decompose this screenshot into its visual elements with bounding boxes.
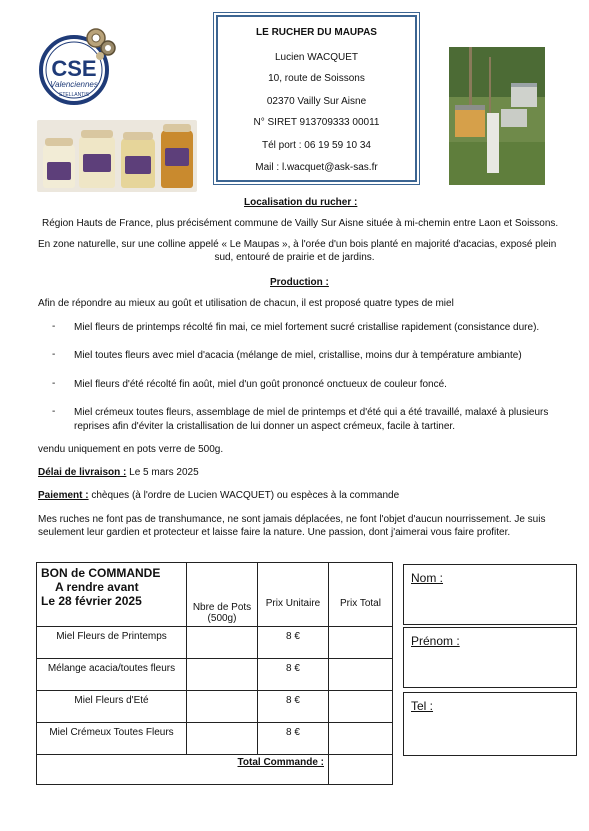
production-heading: Production :	[270, 277, 329, 288]
name-label: Nom :	[411, 571, 444, 585]
order-form-title	[37, 563, 187, 627]
logo-brand: STELLANTIS	[58, 92, 90, 98]
localisation-text-1: Région Hauts de France, plus précisément commune de Vailly Sur Aisne située à mi-chemin entre Laon et Soissons.	[42, 218, 559, 229]
localisation-text-2a: En zone naturelle, sur une colline appelé « Le Maupas », à l'orée d'un bois planté en majorité d'acacias, exposé plein	[38, 239, 557, 250]
delivery-date: Le 5 mars 2025	[126, 467, 199, 478]
order-deadline-date: Le 28 février 2025	[41, 594, 142, 608]
closing-text-1: Mes ruches ne font pas de transhumance, ne sont jamais déplacées, ne font l'objet d'aucun nourrissement. Je suis	[38, 514, 546, 525]
total-order-label: Total Commande :	[37, 755, 329, 785]
logo-subtext: Valenciennes	[50, 80, 98, 89]
cse-logo	[36, 26, 126, 106]
closing-text-2: seulement leur gardien et protecteur et laisse faire la nature. Une passion, dont j'aimerai vous faire profiter.	[38, 527, 511, 538]
delivery-line	[38, 466, 199, 479]
pots-info: vendu uniquement en pots verre de 500g.	[38, 444, 224, 455]
localisation-text-2b: sud, entouré de prairie et de jardins.	[214, 252, 375, 263]
bullet-dash: -	[52, 321, 56, 332]
order-deadline-label: A rendre avant	[55, 580, 139, 594]
payment-method: chèques (à l'ordre de Lucien WACQUET) ou espèces à la commande	[88, 490, 400, 501]
production-intro: Afin de répondre au mieux au goût et utilisation de chacun, il est proposé quatre types de miel	[38, 298, 454, 309]
phone-label: Tel :	[411, 699, 434, 713]
payment-label: Paiement :	[38, 490, 89, 501]
email-address: Mail : l.wacquet@ask-sas.fr	[255, 162, 378, 173]
total-price-cell[interactable]	[329, 723, 393, 755]
unit-price: 8 €	[258, 691, 329, 723]
honey-type-4-continued: reprises afin d'éviter la cristallisation de lui donner un aspect crémeux, facile à tartiner.	[74, 421, 455, 432]
unit-price: 8 €	[258, 659, 329, 691]
honey-jars-photo	[37, 120, 197, 192]
city-address: 02370 Vailly Sur Aisne	[266, 96, 367, 107]
honey-type-2: Miel toutes fleurs avec miel d'acacia (mélange de miel, cristallise, moins dur à température ambiante)	[74, 350, 522, 361]
honey-type-1: Miel fleurs de printemps récolté fin mai, ce miel fortement sucré cristallise rapidement (consistance dure).	[74, 322, 540, 333]
apiary-name: LE RUCHER DU MAUPAS	[256, 27, 377, 38]
phone-field[interactable]	[403, 692, 577, 756]
delivery-label: Délai de livraison :	[38, 467, 127, 478]
logo-text: CSE	[51, 56, 97, 81]
order-form-table	[36, 562, 393, 785]
unit-price: 8 €	[258, 723, 329, 755]
total-price-cell[interactable]	[329, 691, 393, 723]
quantity-cell[interactable]	[187, 723, 258, 755]
product-name: Miel Fleurs d'Eté	[37, 691, 187, 723]
col-header-total-price: Prix Total	[329, 563, 393, 627]
product-name: Miel Crémeux Toutes Fleurs	[37, 723, 187, 755]
total-price-cell[interactable]	[329, 659, 393, 691]
beehive-photo	[449, 47, 545, 185]
product-name: Miel Fleurs de Printemps	[37, 627, 187, 659]
payment-line	[38, 489, 399, 502]
address-box	[216, 15, 417, 182]
first-name-label: Prénom :	[411, 634, 460, 648]
bullet-dash: -	[52, 349, 56, 360]
product-name: Mélange acacia/toutes fleurs	[37, 659, 187, 691]
honey-type-3: Miel fleurs d'été récolté fin août, miel d'un goût prononcé onctueux de couleur foncé.	[74, 379, 447, 390]
quantity-cell[interactable]	[187, 659, 258, 691]
col-header-unit-price: Prix Unitaire	[258, 563, 329, 627]
quantity-cell[interactable]	[187, 627, 258, 659]
siret-number: N° SIRET 913709333 00011	[253, 117, 380, 128]
col-header-pots: Nbre de Pots (500g)	[187, 563, 258, 627]
bullet-dash: -	[52, 406, 56, 417]
quantity-cell[interactable]	[187, 691, 258, 723]
unit-price: 8 €	[258, 627, 329, 659]
name-field[interactable]	[403, 564, 577, 625]
first-name-field[interactable]	[403, 627, 577, 688]
order-title: BON de COMMANDE	[41, 566, 161, 580]
owner-name: Lucien WACQUET	[275, 52, 358, 63]
street-address: 10, route de Soissons	[268, 73, 365, 84]
total-order-cell[interactable]	[329, 755, 393, 785]
bullet-dash: -	[52, 378, 56, 389]
phone-number: Tél port : 06 19 59 10 34	[262, 140, 371, 151]
honey-type-4: Miel crémeux toutes fleurs, assemblage de miel de printemps et d'été qui a été travaillé, malaxé à plusieurs	[74, 407, 549, 418]
total-price-cell[interactable]	[329, 627, 393, 659]
localisation-heading: Localisation du rucher :	[244, 197, 358, 208]
